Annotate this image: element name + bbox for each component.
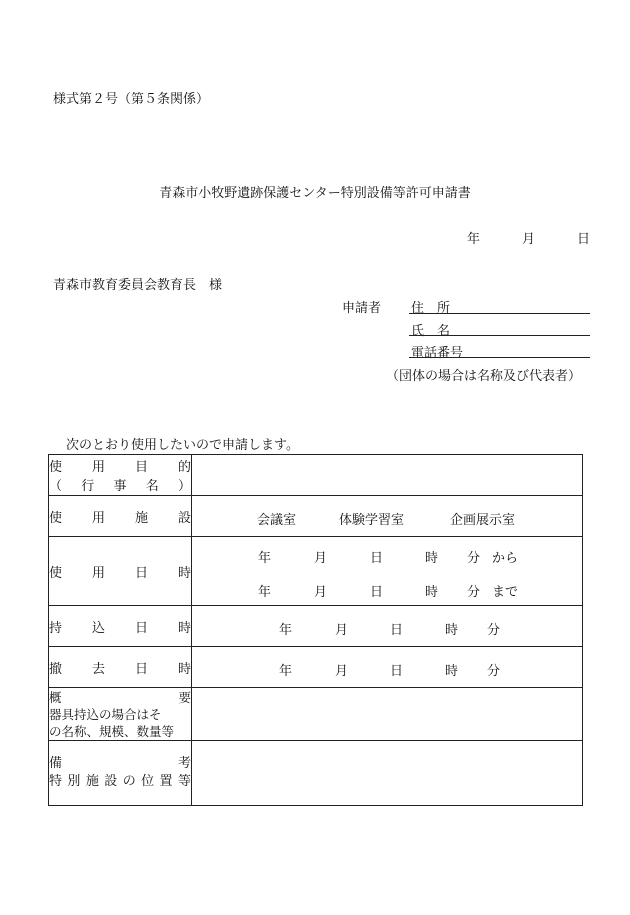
date-day: 日 <box>577 232 591 247</box>
facility-options-cell <box>192 496 583 537</box>
unit-month: 月 <box>335 664 349 679</box>
label-char: 考 <box>177 756 191 771</box>
applicant-address-label: 住 所 <box>411 301 451 316</box>
label-char: 込 <box>91 620 105 636</box>
applicant-phone-label: 電話番号 <box>411 346 464 361</box>
label-char: 名 <box>145 479 159 494</box>
label-char: 時 <box>177 661 191 677</box>
unit-minute: 分 <box>487 623 501 638</box>
applicant-note: （団体の場合は名称及び代表者） <box>386 369 582 384</box>
summary-label <box>49 688 192 741</box>
purpose-input-cell[interactable] <box>192 455 583 496</box>
from-text: から <box>492 551 519 566</box>
label-char: 用 <box>91 510 105 526</box>
row-purpose <box>49 455 583 496</box>
unit-month: 月 <box>335 623 349 638</box>
label-char: 施 <box>85 774 99 789</box>
unit-day: 日 <box>370 585 384 600</box>
unit-day: 日 <box>390 664 404 679</box>
label-char: 備 <box>49 756 63 771</box>
facility-option-meeting-room[interactable]: 会議室 <box>257 513 297 528</box>
label-char: 置 <box>159 774 173 789</box>
unit-year: 年 <box>258 585 272 600</box>
label-char: 設 <box>177 510 191 526</box>
form-number: 様式第２号（第５条関係） <box>53 92 210 107</box>
unit-hour: 時 <box>445 623 459 638</box>
label-char: 別 <box>67 774 81 789</box>
unit-hour: 時 <box>425 585 439 600</box>
label-char: 施 <box>134 510 148 526</box>
unit-hour: 時 <box>425 551 439 566</box>
facility-option-exhibition-room[interactable]: 企画展示室 <box>450 513 516 528</box>
date-year: 年 <box>467 232 481 247</box>
unit-hour: 時 <box>445 664 459 679</box>
date-month: 月 <box>522 232 536 247</box>
application-table <box>48 454 583 806</box>
remarks-label-line2 <box>49 773 191 791</box>
label-char: 位 <box>141 774 155 789</box>
address-field[interactable] <box>409 313 590 314</box>
label-char: 事 <box>113 479 127 494</box>
facility-label <box>49 496 192 537</box>
summary-input-cell[interactable] <box>192 688 583 741</box>
document-title: 青森市小牧野遺跡保護センター特別設備等許可申請書 <box>159 186 471 201</box>
removal-cell[interactable] <box>192 647 583 688</box>
label-char: 使 <box>49 460 63 475</box>
addressee: 青森市教育委員会教育長 様 <box>53 278 223 293</box>
unit-month: 月 <box>314 585 328 600</box>
label-char: 撤 <box>49 661 63 677</box>
label-char: 日 <box>134 620 148 636</box>
label-char: 用 <box>91 565 105 581</box>
unit-month: 月 <box>314 551 328 566</box>
label-char: 等 <box>177 774 191 789</box>
label-char: 去 <box>91 661 105 677</box>
label-char: 日 <box>134 565 148 581</box>
label-char: 特 <box>49 774 63 789</box>
unit-minute: 分 <box>487 664 501 679</box>
label-char: 持 <box>49 620 63 636</box>
summary-label-line3: の名称、規模、数量等 <box>49 723 175 739</box>
label-char: 使 <box>49 510 63 526</box>
usage-datetime-label <box>49 537 192 606</box>
row-remarks <box>49 741 583 806</box>
label-char: 時 <box>177 565 191 581</box>
label-char: 行 <box>81 479 95 494</box>
name-field[interactable] <box>409 335 590 336</box>
label-char: （ <box>49 479 63 494</box>
unit-minute: 分 <box>467 551 481 566</box>
label-char: 目 <box>134 460 148 475</box>
unit-day: 日 <box>390 623 404 638</box>
row-facility <box>49 496 583 537</box>
applicant-label: 申請者 <box>342 301 382 316</box>
label-char: 設 <box>104 774 118 789</box>
label-char: 時 <box>177 620 191 636</box>
phone-field[interactable] <box>409 357 590 358</box>
label-char: 日 <box>134 661 148 677</box>
usage-datetime-cell[interactable] <box>192 537 583 606</box>
removal-label <box>49 647 192 688</box>
label-char: 的 <box>177 460 191 475</box>
to-text: まで <box>492 585 519 600</box>
bring-in-cell[interactable] <box>192 606 583 647</box>
remarks-input-cell[interactable] <box>192 741 583 806</box>
intro-text: 次のとおり使用したいので申請します。 <box>66 438 299 453</box>
summary-label-line2: 器具持込の場合はそ <box>49 706 162 722</box>
purpose-label <box>49 455 192 496</box>
label-char: 使 <box>49 565 63 581</box>
purpose-label-line2 <box>49 475 191 494</box>
label-char: 用 <box>91 460 105 475</box>
label-char: の <box>122 774 136 789</box>
unit-day: 日 <box>370 551 384 566</box>
row-usage-datetime <box>49 537 583 606</box>
label-char: ） <box>177 479 191 494</box>
label-char: 概 <box>49 689 62 705</box>
bring-in-label <box>49 606 192 647</box>
purpose-label-line1 <box>49 456 191 475</box>
label-char: 要 <box>178 689 191 705</box>
facility-option-experience-room[interactable]: 体験学習室 <box>339 513 405 528</box>
applicant-name-label: 氏 名 <box>411 324 451 339</box>
row-removal <box>49 647 583 688</box>
row-bring-in <box>49 606 583 647</box>
unit-minute: 分 <box>467 585 481 600</box>
remarks-label <box>49 741 192 806</box>
unit-year: 年 <box>258 551 272 566</box>
unit-year: 年 <box>279 623 293 638</box>
unit-year: 年 <box>279 664 293 679</box>
row-summary <box>49 688 583 741</box>
